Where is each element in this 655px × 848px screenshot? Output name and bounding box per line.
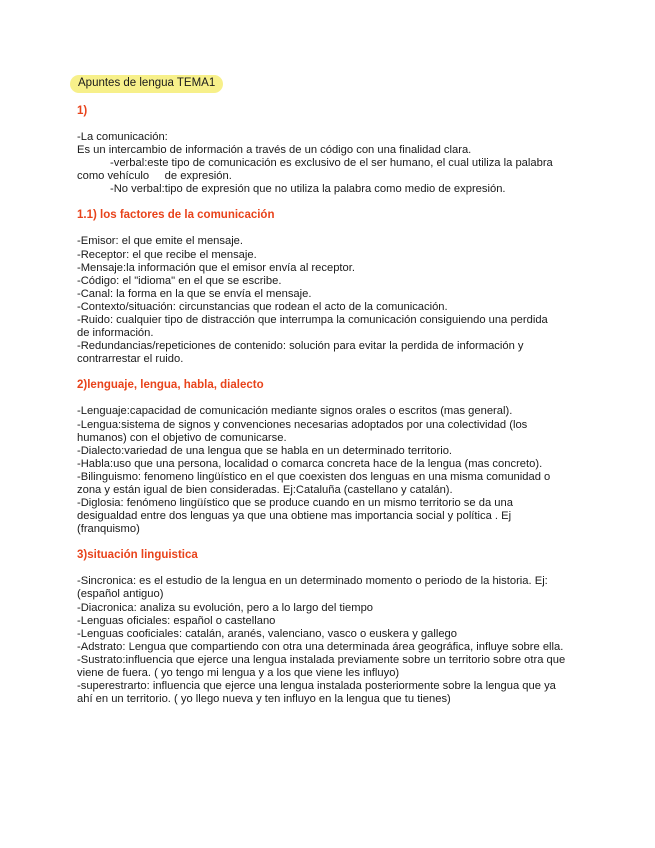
paragraph-line: contrarrestar el ruido. — [77, 353, 184, 366]
paragraph-line: ahí en un territorio. ( yo llego nueva y ten influyo en la lengua que tu tienes) — [77, 693, 451, 706]
paragraph-line: -Diglosia: fenómeno lingüístico que se produce cuando en un mismo territorio se da una — [77, 497, 513, 510]
paragraph-line: zona y están igual de bien consideradas. Ej:Cataluña (castellano y catalán). — [77, 483, 453, 496]
paragraph-line: -Receptor: el que recibe el mensaje. — [77, 248, 257, 261]
paragraph-line: -verbal:este tipo de comunicación es exclusivo de el ser humano, el cual utiliza la palabra — [110, 157, 553, 170]
document-title: Apuntes de lengua TEMA1 — [70, 75, 223, 93]
paragraph-line: -Mensaje:la información que el emisor envía al receptor. — [77, 261, 355, 274]
section-1-body — [77, 131, 577, 196]
section-2-body — [77, 405, 577, 536]
paragraph-line: -Diacronica: analiza su evolución, pero a lo largo del tiempo — [77, 601, 374, 614]
paragraph-line: -No verbal:tipo de expresión que no utiliza la palabra como medio de expresión. — [110, 183, 506, 196]
paragraph-line: de información. — [77, 327, 154, 340]
paragraph-line: (franquismo) — [77, 523, 140, 536]
section-1-1-body — [77, 235, 577, 366]
paragraph-line: -superestrarto: influencia que ejerce una lengua instalada posteriormente sobre la lengua que ya — [77, 680, 556, 693]
section-heading-3: 3)situación linguistica — [77, 549, 198, 562]
paragraph-line: -Lengua:sistema de signos y convenciones necesarias adoptados por una colectividad (los — [77, 418, 528, 431]
paragraph-line: -Lenguas cooficiales: catalán, aranés, valenciano, vasco o euskera y gallego — [77, 627, 457, 640]
document-body — [77, 104, 577, 706]
section-heading-1-1: 1.1) los factores de la comunicación — [77, 209, 275, 222]
section-3-body — [77, 575, 577, 706]
paragraph-line: como vehículo de expresión. — [77, 170, 232, 183]
paragraph-line: desigualdad entre dos lenguas ya que una obtiene mas importancia social y política . Ej — [77, 510, 512, 523]
paragraph-line: -Canal: la forma en la que se envía el mensaje. — [77, 287, 312, 300]
paragraph-line: -La comunicación: — [77, 131, 168, 143]
paragraph-line: -Dialecto:variedad de una lengua que se habla en un determinado territorio. — [77, 444, 453, 457]
paragraph-line: -Bilinguismo: fenomeno lingüístico en el que coexisten dos lenguas en una misma comunidad o — [77, 470, 551, 483]
paragraph-line: viene de fuera. ( yo tengo mi lengua y a los que viene les influyo) — [77, 667, 400, 679]
paragraph-line: (español antiguo) — [77, 588, 164, 601]
paragraph-line: -Adstrato: Lengua que compartiendo con otra una determinada área geográfica, influye sobre ella. — [77, 640, 564, 653]
section-heading-2: 2)lenguaje, lengua, habla, dialecto — [77, 379, 264, 392]
paragraph-line: -Lenguas oficiales: español o castellano — [77, 614, 276, 627]
paragraph-line: -Redundancias/repeticiones de contenido: solución para evitar la perdida de información y — [77, 340, 524, 353]
paragraph-line: -Lenguaje:capacidad de comunicación mediante signos orales o escritos (mas general). — [77, 405, 513, 418]
paragraph-line: Es un intercambio de información a través de un código con una finalidad clara. — [77, 144, 472, 157]
paragraph-line: -Contexto/situación: circunstancias que rodean el acto de la comunicación. — [77, 300, 448, 313]
section-heading-1: 1) — [77, 105, 88, 117]
paragraph-line: -Sustrato:influencia que ejerce una lengua instalada previamente sobre un territorio sobre otra que — [77, 653, 566, 666]
paragraph-line: -Emisor: el que emite el mensaje. — [77, 235, 244, 248]
paragraph-line: -Código: el "idioma" en el que se escribe. — [77, 274, 282, 287]
paragraph-line: -Habla:uso que una persona, localidad o comarca concreta hace de la lengua (mas concreto). — [77, 457, 543, 470]
paragraph-line: -Sincronica: es el estudio de la lengua en un determinado momento o periodo de la historia. Ej: — [77, 575, 548, 588]
paragraph-line: humanos) con el objetivo de comunicarse. — [77, 431, 287, 444]
paragraph-line: -Ruido: cualquier tipo de distracción que interrumpa la comunicación consiguiendo una perdida — [77, 314, 548, 327]
